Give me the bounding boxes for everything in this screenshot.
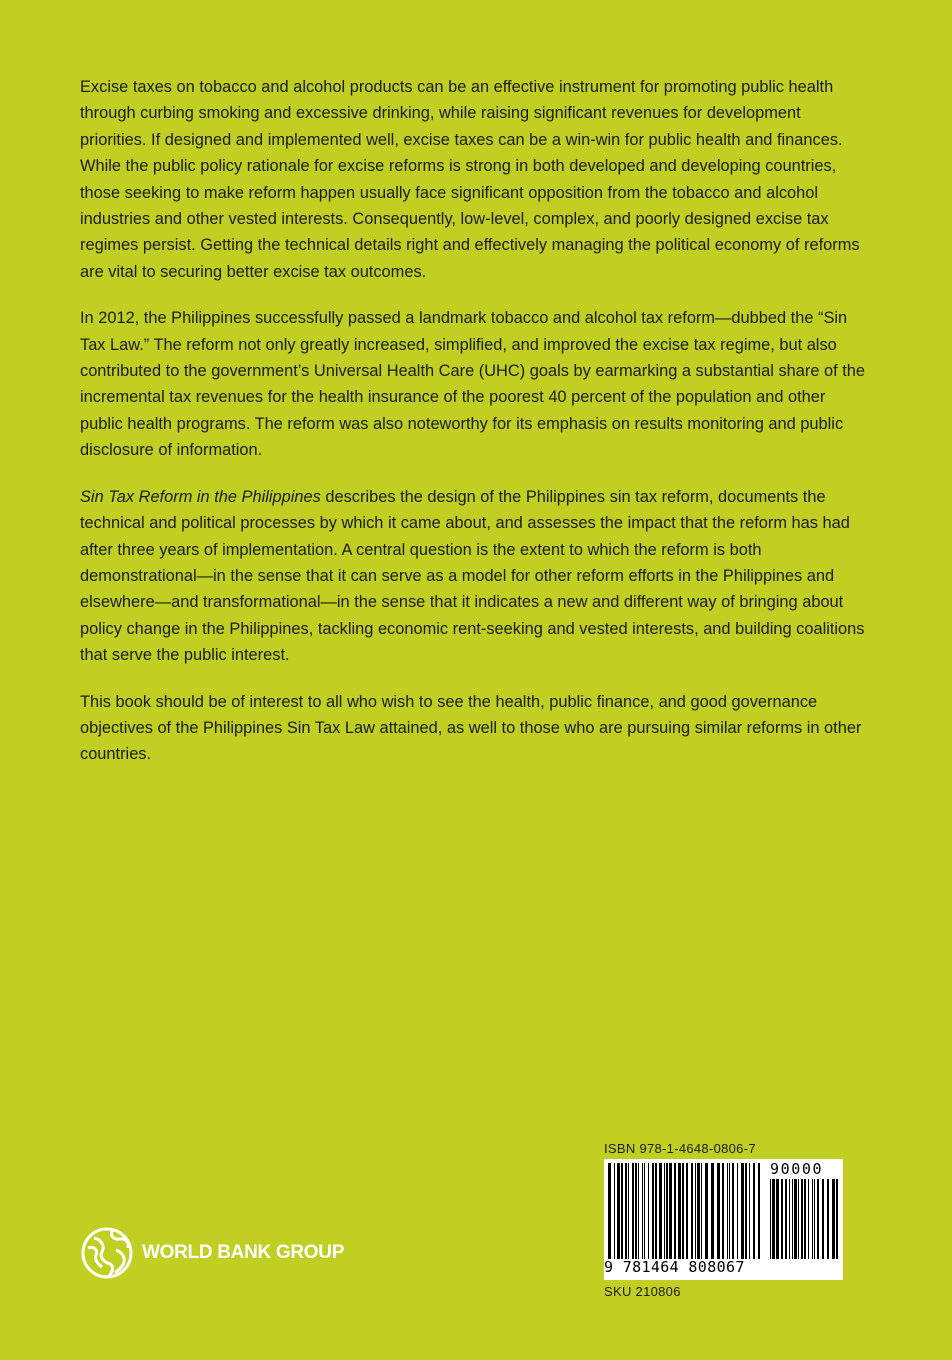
barcode-bar	[642, 1163, 643, 1259]
barcode-bar	[697, 1163, 700, 1259]
barcode-bar	[664, 1163, 665, 1259]
globe-icon	[80, 1226, 134, 1280]
sku-label: SKU 210806	[604, 1284, 681, 1299]
barcode-bar	[695, 1163, 696, 1259]
barcode-bar	[729, 1163, 730, 1259]
barcode-bar	[635, 1163, 637, 1259]
barcode-bar	[789, 1179, 790, 1259]
back-cover-blurb	[80, 74, 870, 788]
barcode-bar	[817, 1179, 819, 1259]
barcode-bar	[781, 1179, 783, 1259]
blurb-paragraph-3-text: describes the design of the Philippines sin tax reform, documents the technical and political processes by which it came about, and assesses the impact that the reform has had after three years of implementation. A central question is the extent to which the reform is both demonstrational—in the sense that it can serve as a model for other reform efforts in the Philippines and elsewhere—and transformational—in the sense that it indicates a new and different way of bringing about policy change in the Philippines, tackling economic rent-seeking and vested interests, and building coalitions that serve the public interest.	[80, 487, 865, 665]
barcode-bar	[625, 1163, 627, 1259]
barcode-bar	[701, 1163, 702, 1259]
barcode-bar	[785, 1179, 787, 1259]
barcode-main-digits: 9 781464 808067	[604, 1258, 745, 1276]
barcode-bar	[722, 1163, 724, 1259]
barcode-bar	[745, 1163, 747, 1259]
barcode-bar	[753, 1163, 755, 1259]
isbn-barcode	[604, 1159, 843, 1280]
barcode-addon-digits: 90000	[770, 1160, 824, 1178]
barcode-bar	[674, 1163, 676, 1259]
barcode-bar	[792, 1179, 793, 1259]
world-bank-group-logo	[80, 1226, 344, 1280]
barcode-bar	[832, 1179, 835, 1259]
barcode-bar	[737, 1163, 738, 1259]
barcode-bar	[794, 1179, 797, 1259]
barcode-bar	[727, 1163, 728, 1259]
barcode-bar	[705, 1163, 708, 1259]
barcode-bar	[678, 1163, 681, 1259]
book-title-italic: Sin Tax Reform in the Philippines	[80, 487, 321, 506]
barcode-bar	[652, 1163, 654, 1259]
barcode-addon-bars	[770, 1179, 838, 1275]
barcode-bar	[617, 1163, 620, 1259]
barcode-main-bars	[608, 1163, 760, 1259]
barcode-bar	[814, 1179, 815, 1259]
barcode-bar	[621, 1163, 623, 1259]
barcode-bar	[798, 1179, 799, 1259]
logo-wordmark: WORLD BANK GROUP	[142, 1242, 345, 1263]
barcode-bar	[632, 1163, 634, 1259]
barcode-bar	[614, 1163, 615, 1259]
barcode-bar	[655, 1163, 657, 1259]
blurb-paragraph-4: This book should be of interest to all who wish to see the health, public finance, and good governance objectives of the Philippines Sin Tax Law attained, as well to those who are pursuing similar reforms in other countries.	[80, 692, 862, 764]
barcode-bar	[772, 1179, 775, 1259]
barcode-bar	[608, 1163, 611, 1259]
barcode-bar	[628, 1163, 629, 1259]
blurb-paragraph-1: Excise taxes on tobacco and alcohol products can be an effective instrument for promoting public health through curbing smoking and excessive drinking, while raising significant revenues for development priorities. If designed and implemented well, excise taxes can be a win-win for public health and finances. While the public policy rationale for excise reforms is strong in both developed and developing countries, those seeking to make reform happen usually face significant opposition from the tobacco and alcohol industries and other vested interests. Consequently, low-level, complex, and poorly designed excise tax regimes persist. Getting the technical details right and effectively managing the political economy of reforms are vital to securing better excise tax outcomes.	[80, 78, 860, 281]
barcode-bar	[686, 1163, 688, 1259]
blurb-paragraph-2: In 2012, the Philippines successfully passed a landmark tobacco and alcohol tax reform—dubbed the “Sin Tax Law.” The reform not only greatly increased, simplified, and improved the excise tax regime, but also contributed to the government’s Universal Health Care (UHC) goals by earmarking a substantial share of the incremental tax revenues for the health insurance of the poorest 40 percent of the population and other public health programs. The reform was also noteworthy for its emphasis on results monitoring and public disclosure of information.	[80, 309, 866, 460]
barcode-bar	[638, 1163, 639, 1259]
barcode-bar	[659, 1163, 662, 1259]
barcode-bar	[691, 1163, 693, 1259]
barcode-bar	[776, 1179, 779, 1259]
barcode-bar	[804, 1179, 806, 1259]
barcode-bar	[812, 1179, 813, 1259]
barcode-bar	[836, 1179, 838, 1259]
barcode-bar	[822, 1179, 824, 1259]
barcode-bar	[644, 1163, 645, 1259]
barcode-bar	[711, 1163, 714, 1259]
barcode-bar	[827, 1179, 829, 1259]
barcode-bar	[770, 1179, 771, 1259]
barcode-bar	[741, 1163, 744, 1259]
barcode-bar	[648, 1163, 649, 1259]
barcode-bar	[669, 1163, 672, 1259]
barcode-bar	[808, 1179, 809, 1259]
barcode-bar	[682, 1163, 684, 1259]
isbn-label: ISBN 978-1-4648-0806-7	[604, 1141, 756, 1156]
barcode-bar	[666, 1163, 668, 1259]
blurb-paragraph-3	[80, 484, 870, 669]
barcode-bar	[732, 1163, 734, 1259]
barcode-bar	[801, 1179, 803, 1259]
barcode-bar	[717, 1163, 720, 1259]
barcode-bar	[758, 1163, 760, 1259]
barcode-bar	[749, 1163, 750, 1259]
